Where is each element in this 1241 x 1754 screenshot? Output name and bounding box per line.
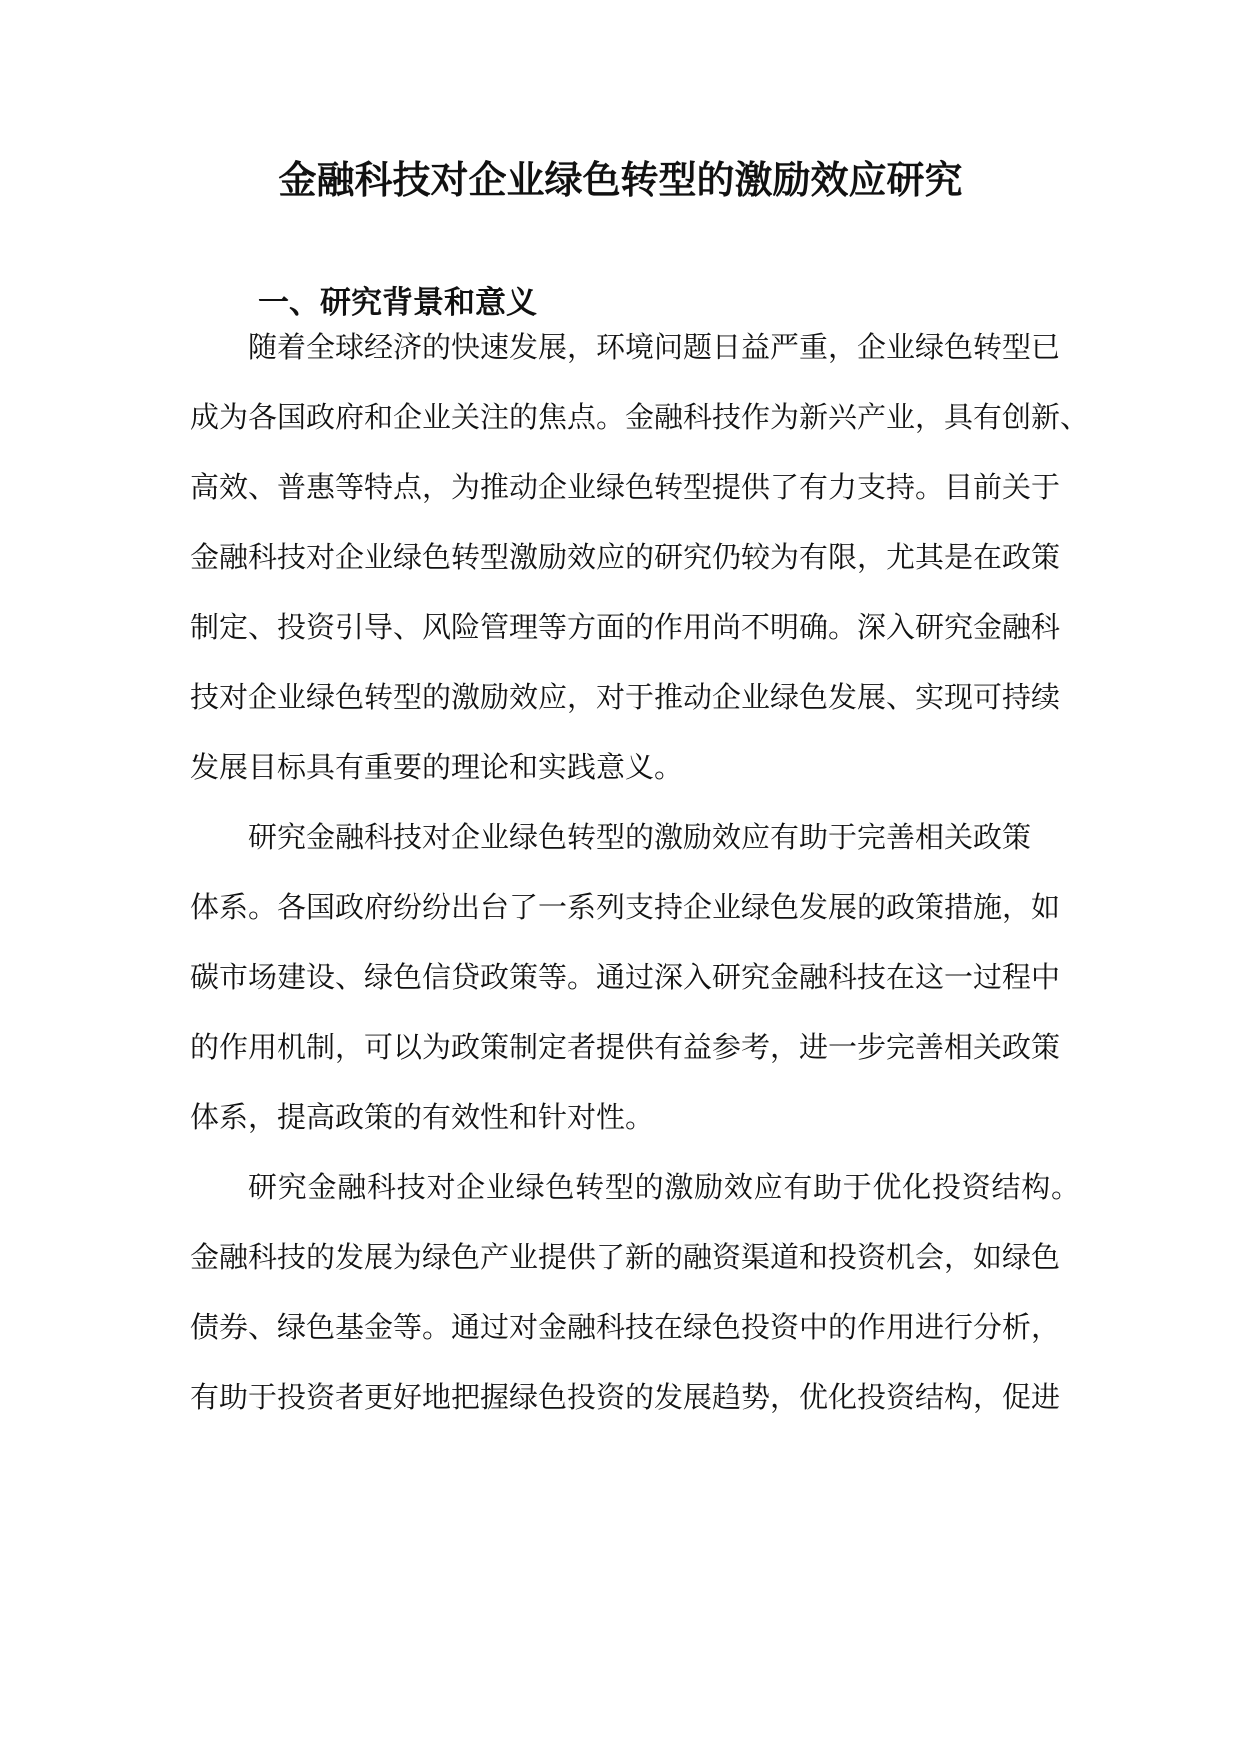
paragraph-line: 债券、绿色基金等。通过对金融科技在绿色投资中的作用进行分析， (190, 1310, 1061, 1344)
paragraph-line: 制定、投资引导、风险管理等方面的作用尚不明确。深入研究金融科 (190, 610, 1061, 644)
paragraph-line: 金融科技对企业绿色转型激励效应的研究仍较为有限，尤其是在政策 (190, 540, 1061, 574)
paragraph-line: 随着全球经济的快速发展，环境问题日益严重，企业绿色转型已 (248, 330, 1061, 364)
paragraph-line: 有助于投资者更好地把握绿色投资的发展趋势，优化投资结构，促进 (190, 1380, 1061, 1414)
paragraph-line: 研究金融科技对企业绿色转型的激励效应有助于优化投资结构。 (248, 1170, 1080, 1204)
document-title: 金融科技对企业绿色转型的激励效应研究 (278, 157, 963, 202)
paragraph-line: 技对企业绿色转型的激励效应，对于推动企业绿色发展、实现可持续 (190, 680, 1061, 714)
paragraph-line: 发展目标具有重要的理论和实践意义。 (190, 750, 684, 784)
paragraph-line: 的作用机制，可以为政策制定者提供有益参考，进一步完善相关政策 (190, 1030, 1061, 1064)
section-heading: 一、研究背景和意义 (258, 285, 537, 321)
paragraph-line: 体系。各国政府纷纷出台了一系列支持企业绿色发展的政策措施，如 (190, 890, 1061, 924)
paragraph-line: 金融科技的发展为绿色产业提供了新的融资渠道和投资机会，如绿色 (190, 1240, 1061, 1274)
paragraph-line: 碳市场建设、绿色信贷政策等。通过深入研究金融科技在这一过程中 (190, 960, 1061, 994)
paragraph-line: 成为各国政府和企业关注的焦点。金融科技作为新兴产业，具有创新、 (190, 400, 1090, 434)
paragraph-line: 体系，提高政策的有效性和针对性。 (190, 1100, 655, 1134)
paragraph-line: 研究金融科技对企业绿色转型的激励效应有助于完善相关政策 (248, 820, 1032, 854)
paragraph-line: 高效、普惠等特点，为推动企业绿色转型提供了有力支持。目前关于 (190, 470, 1061, 504)
